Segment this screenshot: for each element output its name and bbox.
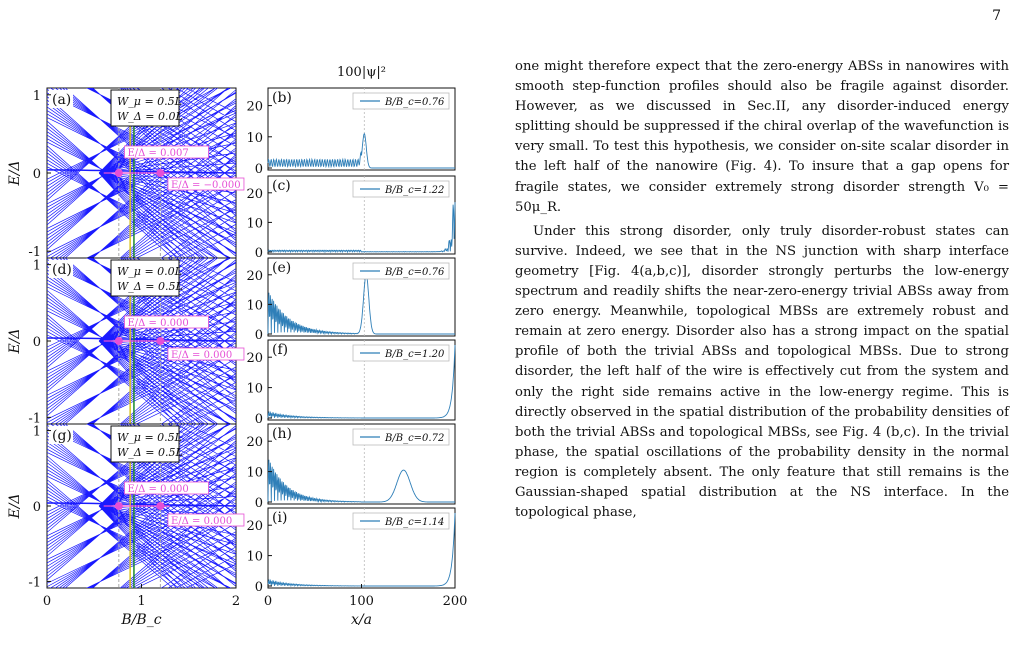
legend-label: B/B_c=0.72 (385, 433, 445, 444)
y-tick-label: 1 (32, 424, 41, 440)
energy-label-top: E/Δ = 0.000 (127, 484, 189, 495)
marker-dot (156, 337, 164, 345)
panel-label: (h) (272, 426, 292, 442)
wavefunction-panel-f (246, 340, 455, 427)
energy-label-top: E/Δ = 0.007 (127, 148, 189, 159)
legend-label: B/B_c=1.20 (385, 349, 445, 360)
y-tick-label: 0 (32, 500, 41, 515)
wavefunction-panel-c (246, 176, 455, 261)
energy-label-bottom: E/Δ = 0.000 (170, 350, 233, 361)
legend-label: B/B_c=1.14 (385, 517, 445, 528)
x-tick-label: 200 (442, 594, 468, 609)
paragraph-1: one might therefore expect that the zero-energy ABSs in nanowires with smooth step-function profiles should also be fragile against disorder. However, as we discussed in Sec.II, any disorder-induced energy splitting should be suppressed if the chiral overlap of the wavefunction is very small. To test this hypothesis, we consider on-site scalar disorder in the left half of the nanowire (Fig. 4). To insure that a gap opens for fragile states, we consider extremely strong disorder strength V₀ = 50μ_R. (515, 59, 1009, 215)
energy-label-bottom: E/Δ = 0.000 (170, 516, 233, 527)
legend-label: B/B_c=1.22 (385, 185, 445, 196)
legend-label: B/B_c=0.76 (385, 267, 445, 278)
y-tick-label: 10 (246, 381, 263, 397)
marker-dot (115, 169, 123, 177)
page-number: 7 (992, 8, 1001, 24)
y-tick-label: 20 (246, 435, 263, 451)
y-axis-label: E/Δ (7, 493, 23, 519)
y-tick-label: 20 (246, 186, 263, 202)
y-tick-label: 0 (32, 335, 41, 350)
figure-4 (0, 0, 500, 667)
y-tick-label: 1 (32, 88, 41, 104)
y-tick-label: 10 (246, 549, 263, 565)
y-tick-label: -1 (28, 575, 41, 591)
y-tick-label: 20 (246, 351, 263, 367)
wavefunction-panel-i (246, 508, 455, 595)
param-w-delta: W_Δ = 0.0L (117, 110, 183, 123)
y-axis-label: E/Δ (7, 328, 23, 354)
y-axis-label: E/Δ (7, 160, 23, 186)
panel-label: (g) (52, 428, 72, 444)
x-axis-label: B/B_c (121, 612, 162, 628)
wavefunction-panel-b (246, 88, 455, 177)
marker-dot (115, 502, 123, 510)
y-tick-label: 10 (246, 465, 263, 481)
y-tick-label: 10 (246, 130, 263, 146)
y-tick-label: 10 (246, 216, 263, 232)
param-w-mu: W_μ = 0.5L (117, 431, 182, 444)
paragraph-2: Under this strong disorder, only truly disorder-robust states can survive. Indeed, we see that in the NS junction with sharp interface geometry [Fig. 4(a,b,c)], disorder strongly perturbs the low-energy spectrum and readily shifts the near-zero-energy trivial ABSs away from zero energy. Meanwhile, topological MBSs are extremely robust and remain at zero energy. Disorder also has a strong impact on the spatial profile of both the trivial ABSs and topological MBSs. Due to strong disorder, the left half of the wire is effectively cut from the system and only the right side remains active in the low-energy regime. This is directly observed in the spatial distribution of the probability densities of both the trivial ABSs and topological MBSs, see Fig. 4 (b,c). In the trivial phase, the spatial oscillations of the probability density in the normal region is completely absent. The only feature that still remains is the Gaussian-shaped spatial distribution at the NS interface. In the topological phase, (515, 223, 1009, 521)
x-axis-label: x/a (351, 612, 372, 628)
marker-dot (115, 337, 123, 345)
legend-label: B/B_c=0.76 (385, 97, 445, 108)
y-tick-label: 20 (246, 268, 263, 284)
y-tick-label: 1 (32, 258, 41, 274)
panel-label: (d) (52, 262, 72, 278)
y-tick-label: 0 (32, 167, 41, 182)
param-w-delta: W_Δ = 0.5L (117, 280, 183, 293)
param-w-delta: W_Δ = 0.5L (117, 446, 183, 459)
body-text-column (515, 57, 1009, 523)
y-tick-label: 0 (254, 580, 263, 595)
x-tick-label: 2 (231, 594, 241, 609)
panel-label: (f) (272, 342, 289, 358)
y-tick-label: 0 (254, 162, 263, 177)
panel-label: (a) (52, 92, 72, 108)
y-tick-label: -1 (28, 245, 41, 261)
param-w-mu: W_μ = 0.0L (117, 265, 182, 278)
y-tick-label: -1 (28, 411, 41, 427)
x-tick-label: 100 (349, 594, 374, 609)
y-tick-label: 0 (254, 246, 263, 261)
x-tick-label: 0 (263, 594, 273, 609)
wavefunction-panel-h (246, 424, 455, 511)
panel-label: (e) (272, 260, 292, 276)
y-tick-label: 0 (254, 328, 263, 343)
wavefunction-panel-e (246, 258, 455, 343)
x-tick-label: 1 (137, 594, 146, 609)
param-w-mu: W_μ = 0.5L (117, 95, 182, 108)
energy-label-bottom: E/Δ = −0.000 (170, 180, 241, 191)
top-label: 100|ψ|² (337, 65, 386, 80)
panel-label: (b) (272, 90, 292, 106)
y-tick-label: 20 (246, 519, 263, 535)
y-tick-label: 0 (254, 412, 263, 427)
figure-canvas (0, 0, 500, 667)
marker-dot (156, 169, 164, 177)
y-tick-label: 20 (246, 99, 263, 115)
panel-label: (i) (272, 510, 288, 526)
marker-dot (156, 502, 164, 510)
panel-label: (c) (272, 178, 291, 194)
y-tick-label: 0 (254, 496, 263, 511)
y-tick-label: 10 (246, 298, 263, 314)
energy-label-top: E/Δ = 0.000 (127, 318, 189, 329)
x-tick-label: 0 (42, 594, 52, 609)
